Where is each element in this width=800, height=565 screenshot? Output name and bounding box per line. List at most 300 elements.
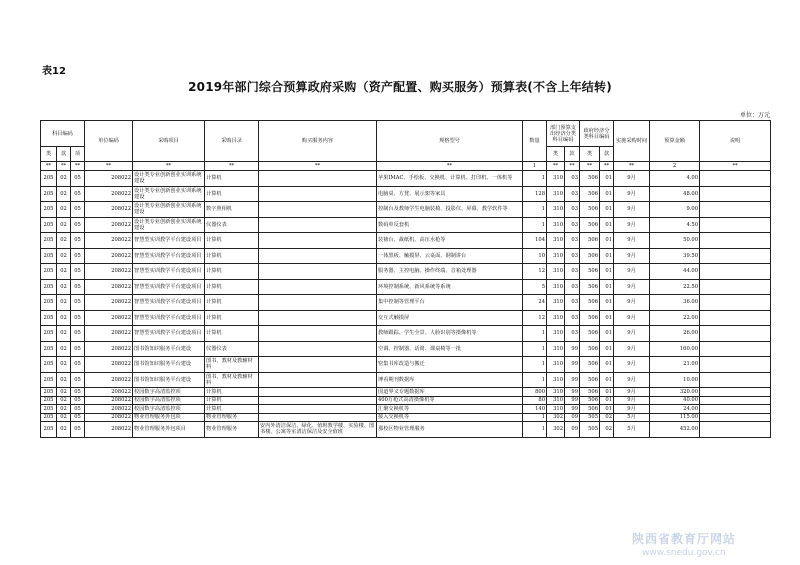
note-cell (700, 248, 771, 264)
table-row (41, 186, 771, 202)
project-cell: 智慧型实训教学平台建设项目 (133, 248, 205, 264)
subject-xiang-cell: 05 (71, 295, 85, 311)
dept-kuan-cell: 03 (565, 233, 580, 249)
gov-kuan-cell: 01 (600, 326, 614, 342)
project-cell: 智慧型实训教学平台建设项目 (133, 233, 205, 249)
catalog-cell: 计算机 (205, 171, 259, 187)
header-gov-kuan: 款 (600, 147, 614, 162)
budget-table (40, 120, 771, 438)
subject-lei-cell: 205 (41, 413, 57, 422)
subject-xiang-cell: 05 (71, 310, 85, 326)
project-cell: 设计类专业创新创业实训系统建设 (133, 186, 205, 202)
project-cell: 物业管理服务外包项 (133, 413, 205, 422)
header-gov-code: 政府经济分类科目编码 (580, 121, 614, 147)
unit-code-cell: 208022 (85, 217, 133, 233)
qty-cell: 80 (523, 396, 547, 405)
subject-kuan-cell: 02 (57, 202, 71, 218)
time-cell: 9月 (614, 396, 650, 405)
unit-code-cell: 208022 (85, 372, 133, 388)
star-cell: ** (700, 162, 771, 171)
time-cell: 9月 (614, 372, 650, 388)
subject-kuan-cell: 02 (57, 279, 71, 295)
subject-xiang-cell: 05 (71, 357, 85, 373)
catalog-cell: 计算机 (205, 310, 259, 326)
subject-lei-cell: 205 (41, 295, 57, 311)
subject-lei-cell: 205 (41, 388, 57, 397)
header-unit-code: 单位编码 (85, 121, 133, 162)
qty-cell: 128 (523, 186, 547, 202)
table-row (41, 372, 771, 388)
dept-lei-cell: 310 (547, 357, 565, 373)
table-row (41, 396, 771, 405)
catalog-cell: 图书、教材及教辅材料 (205, 357, 259, 373)
subject-xiang-cell: 05 (71, 422, 85, 438)
amount-cell: 10.00 (650, 372, 700, 388)
amount-cell: 9.00 (650, 202, 700, 218)
subject-kuan-cell: 02 (57, 248, 71, 264)
subject-kuan-cell: 02 (57, 422, 71, 438)
star-cell: ** (71, 162, 85, 171)
header-kuan: 款 (57, 147, 71, 162)
spec-cell: 密集书库改造与搬迁 (377, 357, 523, 373)
dept-lei-cell: 310 (547, 341, 565, 357)
spec-cell: 国道界义专题数据库 (377, 388, 523, 397)
dept-kuan-cell: 99 (565, 341, 580, 357)
spec-cell: 装裱台、裁纸机、高压水枪等 (377, 233, 523, 249)
project-cell: 校园数字高清监控项 (133, 388, 205, 397)
gov-lei-cell: 506 (580, 357, 600, 373)
header-row-3 (41, 162, 771, 171)
unit-code-cell: 208022 (85, 186, 133, 202)
service-cell (259, 310, 377, 326)
dept-kuan-cell: 99 (565, 388, 580, 397)
star-cell: ** (85, 162, 133, 171)
qty-cell: 1 (523, 372, 547, 388)
unit-code-cell: 208022 (85, 310, 133, 326)
header-row-1 (41, 121, 771, 147)
catalog-cell: 图书、教材及教辅材料 (205, 372, 259, 388)
service-cell: 安内外清洁保洁、绿化、值班教学楼、实验楼、图书楼、公寓等室清洁保洁及安全值班 (259, 422, 377, 438)
subject-kuan-cell: 02 (57, 233, 71, 249)
subject-lei-cell: 205 (41, 396, 57, 405)
gov-lei-cell: 506 (580, 171, 600, 187)
gov-kuan-cell: 01 (600, 233, 614, 249)
header-xiang: 项 (71, 147, 85, 162)
subject-kuan-cell: 02 (57, 372, 71, 388)
spec-cell: 服务器、主控电脑、操作终端、音箱处理器 (377, 264, 523, 280)
gov-lei-cell: 506 (580, 248, 600, 264)
service-cell (259, 396, 377, 405)
amount-cell: 21.00 (650, 357, 700, 373)
catalog-cell: 计算机 (205, 295, 259, 311)
spec-cell: 400万枪式高清摄像机等 (377, 396, 523, 405)
gov-lei-cell: 506 (580, 186, 600, 202)
spec-cell: 集中控制等管理平台 (377, 295, 523, 311)
note-cell (700, 388, 771, 397)
amount-cell: 22.50 (650, 279, 700, 295)
header-subject-code: 科目编码 (41, 121, 85, 147)
dept-lei-cell: 310 (547, 217, 565, 233)
dept-lei-cell: 310 (547, 405, 565, 414)
project-cell: 图书馆知识服务平台建设 (133, 372, 205, 388)
note-cell (700, 264, 771, 280)
note-cell (700, 396, 771, 405)
unit-code-cell: 208022 (85, 341, 133, 357)
spec-cell: 数码单反套机 (377, 217, 523, 233)
catalog-cell: 物业管理服务 (205, 422, 259, 438)
table-row (41, 413, 771, 422)
unit-code-cell: 208022 (85, 202, 133, 218)
subject-kuan-cell: 02 (57, 326, 71, 342)
qty-cell: 24 (523, 295, 547, 311)
table-body (41, 121, 771, 438)
dept-kuan-cell: 99 (565, 372, 580, 388)
table-row (41, 326, 771, 342)
time-cell: 5月 (614, 413, 650, 422)
table-row (41, 388, 771, 397)
subject-xiang-cell: 05 (71, 388, 85, 397)
service-cell (259, 357, 377, 373)
header-service: 购买服务内容 (259, 121, 377, 162)
header-note: 说明 (700, 121, 771, 162)
gov-lei-cell: 506 (580, 233, 600, 249)
table-row (41, 233, 771, 249)
subject-kuan-cell: 02 (57, 264, 71, 280)
gov-kuan-cell: 02 (600, 422, 614, 438)
dept-lei-cell: 310 (547, 372, 565, 388)
subject-xiang-cell: 05 (71, 186, 85, 202)
subject-lei-cell: 205 (41, 217, 57, 233)
spec-cell: 交互式触摸屏 (377, 310, 523, 326)
time-cell: 9月 (614, 264, 650, 280)
table-row (41, 248, 771, 264)
amount-cell: 115.00 (650, 413, 700, 422)
unit-code-cell: 208022 (85, 405, 133, 414)
subject-lei-cell: 205 (41, 357, 57, 373)
header-spec: 规格型号 (377, 121, 523, 162)
dept-lei-cell: 310 (547, 264, 565, 280)
spec-cell: 控制台及教师学生电脑装椅、投影仪、屏幕、教学软件等 (377, 202, 523, 218)
dept-kuan-cell: 03 (565, 217, 580, 233)
note-cell (700, 202, 771, 218)
dept-lei-cell: 310 (547, 396, 565, 405)
service-cell (259, 202, 377, 218)
dept-kuan-cell: 99 (565, 396, 580, 405)
amount-cell: 40.00 (650, 396, 700, 405)
time-cell: 9月 (614, 279, 650, 295)
dept-kuan-cell: 99 (565, 357, 580, 373)
amount-cell: 4.50 (650, 217, 700, 233)
dept-lei-cell: 310 (547, 171, 565, 187)
gov-lei-cell: 506 (580, 264, 600, 280)
unit-note: 单位：万元 (739, 112, 770, 119)
dept-lei-cell: 310 (547, 388, 565, 397)
qty-cell: 1 (523, 413, 547, 422)
star-cell: ** (377, 162, 523, 171)
time-cell: 9月 (614, 295, 650, 311)
header-amount: 预算金额 (650, 121, 700, 162)
unit-code-cell: 208022 (85, 396, 133, 405)
gov-lei-cell: 506 (580, 372, 600, 388)
project-cell: 设计类专业创新创业实训系统建设 (133, 202, 205, 218)
unit-code-cell: 208022 (85, 357, 133, 373)
service-cell (259, 279, 377, 295)
star-cell: ** (580, 162, 600, 171)
service-cell (259, 217, 377, 233)
qty-cell: 1 (523, 171, 547, 187)
note-cell (700, 217, 771, 233)
star-cell: ** (614, 162, 650, 171)
subject-kuan-cell: 02 (57, 310, 71, 326)
unit-code-cell: 208022 (85, 248, 133, 264)
time-cell: 9月 (614, 326, 650, 342)
gov-kuan-cell: 01 (600, 405, 614, 414)
note-cell (700, 295, 771, 311)
note-cell (700, 422, 771, 438)
dept-lei-cell: 310 (547, 202, 565, 218)
table-row (41, 341, 771, 357)
table-row (41, 310, 771, 326)
gov-lei-cell: 506 (580, 341, 600, 357)
subject-kuan-cell: 02 (57, 217, 71, 233)
dept-kuan-cell: 09 (565, 422, 580, 438)
subject-lei-cell: 205 (41, 186, 57, 202)
star-cell: ** (547, 162, 565, 171)
gov-lei-cell: 506 (580, 217, 600, 233)
service-cell (259, 388, 377, 397)
qty-cell: 140 (523, 405, 547, 414)
service-cell (259, 326, 377, 342)
table-row (41, 202, 771, 218)
dept-lei-cell: 310 (547, 310, 565, 326)
subject-lei-cell: 205 (41, 248, 57, 264)
project-cell: 智慧型实训教学平台建设项目 (133, 264, 205, 280)
gov-lei-cell: 506 (580, 396, 600, 405)
dept-lei-cell: 310 (547, 279, 565, 295)
gov-kuan-cell: 01 (600, 248, 614, 264)
gov-lei-cell: 506 (580, 295, 600, 311)
project-cell: 图书馆知识服务平台建设 (133, 357, 205, 373)
dept-kuan-cell: 03 (565, 326, 580, 342)
dept-kuan-cell: 03 (565, 171, 580, 187)
service-cell (259, 372, 377, 388)
subject-xiang-cell: 05 (71, 326, 85, 342)
table-row (41, 422, 771, 438)
dept-kuan-cell: 03 (565, 248, 580, 264)
spec-cell: 博看期刊数据库 (377, 372, 523, 388)
project-cell: 设计类专业创新创业实训系统建设 (133, 171, 205, 187)
subject-lei-cell: 205 (41, 372, 57, 388)
service-cell (259, 248, 377, 264)
header-catalog: 采购目录 (205, 121, 259, 162)
project-cell: 智慧型实训教学平台建设项目 (133, 279, 205, 295)
note-cell (700, 405, 771, 414)
dept-lei-cell: 310 (547, 248, 565, 264)
qty-cell: 104 (523, 233, 547, 249)
amount-cell: 26.00 (650, 326, 700, 342)
gov-kuan-cell: 01 (600, 357, 614, 373)
subject-kuan-cell: 02 (57, 171, 71, 187)
gov-kuan-cell: 01 (600, 279, 614, 295)
header-qty: 数量 (523, 121, 547, 162)
table-row (41, 171, 771, 187)
header-gov-lei: 类 (580, 147, 600, 162)
unit-code-cell: 208022 (85, 326, 133, 342)
unit-code-cell: 208022 (85, 279, 133, 295)
gov-lei-cell: 506 (580, 326, 600, 342)
dept-kuan-cell: 03 (565, 279, 580, 295)
subject-kuan-cell: 02 (57, 341, 71, 357)
time-cell: 9月 (614, 405, 650, 414)
spec-cell: 接入交换机等 (377, 413, 523, 422)
catalog-cell: 计算机 (205, 186, 259, 202)
catalog-cell: 计算机 (205, 396, 259, 405)
subject-xiang-cell: 05 (71, 217, 85, 233)
subject-kuan-cell: 02 (57, 357, 71, 373)
subject-kuan-cell: 02 (57, 186, 71, 202)
unit-code-cell: 208022 (85, 233, 133, 249)
catalog-cell: 计算机 (205, 326, 259, 342)
subject-lei-cell: 205 (41, 405, 57, 414)
dept-kuan-cell: 03 (565, 202, 580, 218)
page-title: 2019年部门综合预算政府采购（资产配置、购买服务）预算表(不含上年结转) (188, 80, 612, 94)
catalog-cell: 计算机 (205, 279, 259, 295)
time-cell: 9月 (614, 171, 650, 187)
gov-kuan-cell: 01 (600, 372, 614, 388)
time-cell: 9月 (614, 341, 650, 357)
qty-cell: 10 (523, 248, 547, 264)
subject-lei-cell: 205 (41, 264, 57, 280)
catalog-cell: 物业管理服务 (205, 413, 259, 422)
qty-cell: 800 (523, 388, 547, 397)
spec-cell: 那校区物业管理服务 (377, 422, 523, 438)
header-dept-kuan: 款 (565, 147, 580, 162)
unit-code-cell: 208022 (85, 388, 133, 397)
watermark-url: www.snedu.gov.cn (642, 548, 726, 558)
gov-kuan-cell: 02 (600, 413, 614, 422)
service-cell (259, 413, 377, 422)
amount-cell: 44.00 (650, 264, 700, 280)
gov-kuan-cell: 01 (600, 264, 614, 280)
spec-cell: 苹果IMAC、手绘板、交换机、计算机、打印机、一体机等 (377, 171, 523, 187)
dept-kuan-cell: 09 (565, 413, 580, 422)
unit-code-cell: 208022 (85, 171, 133, 187)
amount-cell: 36.00 (650, 295, 700, 311)
note-cell (700, 341, 771, 357)
note-cell (700, 372, 771, 388)
subject-xiang-cell: 05 (71, 372, 85, 388)
time-cell: 9月 (614, 357, 650, 373)
service-cell (259, 186, 377, 202)
header-project: 采购项目 (133, 121, 205, 162)
subject-lei-cell: 205 (41, 422, 57, 438)
project-cell: 校园数字高清监控项 (133, 396, 205, 405)
gov-kuan-cell: 01 (600, 217, 614, 233)
unit-code-cell: 208022 (85, 264, 133, 280)
project-cell: 智慧型实训教学平台建设项目 (133, 295, 205, 311)
subject-xiang-cell: 05 (71, 405, 85, 414)
star-cell: ** (565, 162, 580, 171)
subject-xiang-cell: 05 (71, 341, 85, 357)
subject-xiang-cell: 05 (71, 171, 85, 187)
gov-kuan-cell: 01 (600, 341, 614, 357)
watermark-text: 陕西省教育厅网站 (632, 532, 737, 546)
header-time: 实施采购时间 (614, 121, 650, 162)
table-row (41, 295, 771, 311)
dept-lei-cell: 310 (547, 233, 565, 249)
star-cell: ** (600, 162, 614, 171)
one-cell: 1 (523, 162, 547, 171)
dept-kuan-cell: 03 (565, 186, 580, 202)
star-cell: ** (41, 162, 57, 171)
subject-xiang-cell: 05 (71, 396, 85, 405)
catalog-cell: 计算机 (205, 388, 259, 397)
note-cell (700, 357, 771, 373)
header-dept-lei: 类 (547, 147, 565, 162)
gov-lei-cell: 506 (580, 310, 600, 326)
spec-cell: 汇聚交换机等 (377, 405, 523, 414)
subject-kuan-cell: 02 (57, 295, 71, 311)
subject-kuan-cell: 02 (57, 388, 71, 397)
time-cell: 9月 (614, 202, 650, 218)
note-cell (700, 279, 771, 295)
spec-cell: 环境控制系统、新风系统等系统 (377, 279, 523, 295)
gov-lei-cell: 505 (580, 422, 600, 438)
dept-lei-cell: 310 (547, 186, 565, 202)
subject-lei-cell: 205 (41, 279, 57, 295)
project-cell: 图书馆知识服务平台建设 (133, 341, 205, 357)
table-row (41, 405, 771, 414)
table-row (41, 264, 771, 280)
note-cell (700, 326, 771, 342)
dept-kuan-cell: 99 (565, 405, 580, 414)
amount-cell: 24.00 (650, 405, 700, 414)
table-row (41, 217, 771, 233)
dept-lei-cell: 302 (547, 422, 565, 438)
qty-cell: 5 (523, 279, 547, 295)
note-cell (700, 186, 771, 202)
catalog-cell: 数字照相机 (205, 202, 259, 218)
star-cell: ** (259, 162, 377, 171)
amount-cell: 48.00 (650, 186, 700, 202)
spec-cell: 一体黑板、触摸屏、云桌面、钢制讲台 (377, 248, 523, 264)
subject-xiang-cell: 05 (71, 264, 85, 280)
note-cell (700, 171, 771, 187)
service-cell (259, 171, 377, 187)
project-cell: 设计类专业创新创业实训系统建设 (133, 217, 205, 233)
dept-kuan-cell: 03 (565, 264, 580, 280)
project-cell: 智慧型实训教学平台建设项目 (133, 326, 205, 342)
project-cell: 校园数字高清监控项 (133, 405, 205, 414)
catalog-cell: 计算机 (205, 248, 259, 264)
time-cell: 9月 (614, 186, 650, 202)
note-cell (700, 310, 771, 326)
time-cell: 9月 (614, 217, 650, 233)
qty-cell: 12 (523, 264, 547, 280)
qty-cell: 12 (523, 310, 547, 326)
amount-cell: 452.00 (650, 422, 700, 438)
dept-lei-cell: 310 (547, 326, 565, 342)
gov-kuan-cell: 01 (600, 388, 614, 397)
gov-kuan-cell: 01 (600, 186, 614, 202)
service-cell (259, 405, 377, 414)
catalog-cell: 计算机 (205, 405, 259, 414)
two-cell: 2 (650, 162, 700, 171)
table-row (41, 279, 771, 295)
subject-lei-cell: 205 (41, 326, 57, 342)
star-cell: ** (57, 162, 71, 171)
unit-code-cell: 208022 (85, 413, 133, 422)
